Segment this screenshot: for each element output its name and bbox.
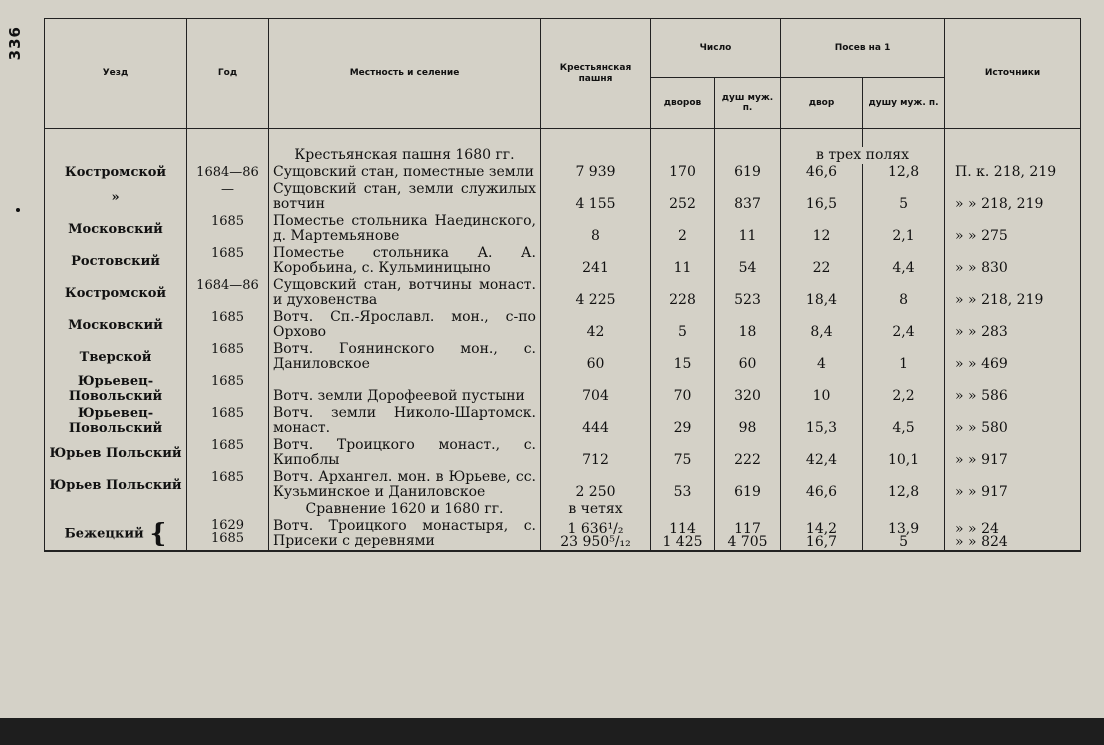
cell-source: » » 283 <box>945 309 1081 341</box>
cell-dush: 619 <box>715 164 781 181</box>
cell-source: П. к. 218, 219 <box>945 164 1081 181</box>
header-chislo: Число <box>651 19 781 78</box>
cell-dushu: 5 <box>899 534 908 550</box>
cell-god: 1685 <box>187 437 269 469</box>
cell-mestnost: Вотч. Троицкого монаст., с. Кипоблы <box>269 437 541 469</box>
cell-dvorov: 75 <box>651 437 715 469</box>
cell-god: 1629 <box>210 518 245 533</box>
table-row <box>45 469 1081 501</box>
cell-god: 1684—86 <box>187 277 269 309</box>
cell-dvorov: 170 <box>651 164 715 181</box>
cell-dvorov: 114 <box>669 521 696 537</box>
cell-dvor: 46,6 <box>781 469 863 501</box>
cell-source: » » 469 <box>945 341 1081 373</box>
cell-dushu: 13,9 <box>887 521 920 537</box>
margin-mark <box>16 208 20 212</box>
cell-god: 1685 <box>187 469 269 501</box>
cell-pashnya: 4 155 <box>541 181 651 213</box>
cell-dushu: 4,5 <box>863 405 945 437</box>
cell-pashnya: 4 225 <box>541 277 651 309</box>
cell-uezd: Московский <box>45 213 187 245</box>
table-row <box>45 405 1081 437</box>
cell-source: » » 580 <box>945 405 1081 437</box>
cell-dush: 60 <box>715 341 781 373</box>
cell-dushu: 10,1 <box>863 437 945 469</box>
cell-mestnost: Вотч. Сп.-Ярославл. мон., с-по Орхово <box>269 309 541 341</box>
cell-dush: 222 <box>715 437 781 469</box>
cell-god: 1685 <box>187 245 269 277</box>
cell-dushu: 12,8 <box>863 469 945 501</box>
cell-dvor: 16,7 <box>805 534 838 550</box>
cell-dvor: 46,6 <box>781 164 863 181</box>
cell-mestnost: Вотч. земли Дорофеевой пустыни <box>269 373 541 405</box>
cell-uezd: Юрьевец-Повольский <box>45 405 187 437</box>
cell-uezd: Бежецкий <box>64 526 144 542</box>
cell-dvorov: 15 <box>651 341 715 373</box>
cell-dush: 619 <box>715 469 781 501</box>
cell-dvorov: 252 <box>651 181 715 213</box>
cell-dushu: 8 <box>863 277 945 309</box>
cell-uezd: Ростовский <box>45 245 187 277</box>
cell-dvor: 22 <box>781 245 863 277</box>
cell-mestnost: Вотч. Троицкого монастыря, с. Присеки с деревнями <box>269 518 541 551</box>
header-pashnya: Крестьянская пашня <box>541 19 651 129</box>
cell-dvorov: 1 425 <box>662 534 703 550</box>
table-row <box>45 245 1081 277</box>
table-row <box>45 437 1081 469</box>
cell-source: » » 830 <box>945 245 1081 277</box>
cell-god: — <box>187 181 269 213</box>
cell-dvorov: 29 <box>651 405 715 437</box>
table-row <box>45 341 1081 373</box>
cell-god: 1685 <box>187 309 269 341</box>
cell-uezd: » <box>45 181 187 213</box>
cell-pashnya: 241 <box>541 245 651 277</box>
cell-god: 1685 <box>187 405 269 437</box>
cell-pashnya: 444 <box>541 405 651 437</box>
cell-dvor: 15,3 <box>781 405 863 437</box>
cell-pashnya: 704 <box>541 373 651 405</box>
cell-dvor: 10 <box>781 373 863 405</box>
section-row <box>45 501 1081 518</box>
header-istochniki: Источники <box>945 19 1081 129</box>
cell-mestnost: Сущовский стан, земли служилых вотчин <box>269 181 541 213</box>
cell-source: » » 586 <box>945 373 1081 405</box>
table-row <box>45 373 1081 405</box>
cell-dvorov: 2 <box>651 213 715 245</box>
cell-mestnost: Сущовский стан, вотчины монаст. и духовенства <box>269 277 541 309</box>
cell-dvor: 14,2 <box>805 521 838 537</box>
cell-source: » » 275 <box>945 213 1081 245</box>
cell-uezd: Костромской <box>45 277 187 309</box>
cell-uezd: Костромской <box>45 164 187 181</box>
cell-dush: 54 <box>715 245 781 277</box>
brace-mark: { <box>149 519 167 549</box>
cell-dush: 98 <box>715 405 781 437</box>
header-dvorov: дворов <box>651 78 715 129</box>
table-body <box>45 129 1081 552</box>
cell-dushu: 2,2 <box>863 373 945 405</box>
cell-source: » » 917 <box>945 437 1081 469</box>
spacer-row <box>45 129 1081 148</box>
cell-dvorov: 53 <box>651 469 715 501</box>
cell-dvor: 12 <box>781 213 863 245</box>
cell-dush: 117 <box>734 521 761 537</box>
header-uezd: Уезд <box>45 19 187 129</box>
table-row <box>45 181 1081 213</box>
cell-dush: 18 <box>715 309 781 341</box>
header-mestnost: Местность и селение <box>269 19 541 129</box>
note-three-fields: в трех полях <box>781 147 945 164</box>
statistics-table <box>44 18 1081 552</box>
cell-dvorov: 5 <box>651 309 715 341</box>
page-number: 336 <box>6 26 24 61</box>
cell-source: » » 824 <box>955 534 1008 550</box>
cell-mestnost: Поместье стольника Наединского, д. Мартемьянове <box>269 213 541 245</box>
section-row <box>45 147 1081 164</box>
cell-uezd: Юрьев Польский <box>45 437 187 469</box>
table-row <box>45 213 1081 245</box>
table-row <box>45 277 1081 309</box>
cell-dushu: 2,1 <box>863 213 945 245</box>
cell-mestnost: Поместье стольника А. А. Коробьина, с. Кульминицыно <box>269 245 541 277</box>
cell-dushu: 5 <box>863 181 945 213</box>
cell-dushu: 4,4 <box>863 245 945 277</box>
table-row <box>45 309 1081 341</box>
table-header <box>45 19 1081 129</box>
cell-pashnya: 23 950⁵/₁₂ <box>560 534 631 550</box>
cell-dvor: 8,4 <box>781 309 863 341</box>
cell-god: 1685 <box>210 531 245 546</box>
cell-dvorov: 228 <box>651 277 715 309</box>
note-chetyah: в четях <box>541 501 651 518</box>
cell-god: 1685 <box>187 341 269 373</box>
cell-source: » » 218, 219 <box>945 181 1081 213</box>
cell-dush: 837 <box>715 181 781 213</box>
cell-pashnya: 60 <box>541 341 651 373</box>
cell-dush: 523 <box>715 277 781 309</box>
cell-mestnost: Вотч. Гоянинского мон., с. Даниловское <box>269 341 541 373</box>
cell-source: » » 917 <box>945 469 1081 501</box>
cell-dushu: 12,8 <box>863 164 945 181</box>
cell-dvor: 16,5 <box>781 181 863 213</box>
cell-dush: 4 705 <box>727 534 768 550</box>
cell-uezd: Московский <box>45 309 187 341</box>
cell-mestnost: Вотч. Архангел. мон. в Юрьеве, сс. Кузьминское и Даниловское <box>269 469 541 501</box>
cell-dush: 320 <box>715 373 781 405</box>
cell-dvor: 4 <box>781 341 863 373</box>
cell-pashnya: 1 636¹/₂ <box>567 521 624 537</box>
cell-dushu: 1 <box>863 341 945 373</box>
cell-pashnya: 2 250 <box>541 469 651 501</box>
cell-god: 1684—86 <box>187 164 269 181</box>
cell-mestnost: Вотч. земли Николо-Шартомск. монаст. <box>269 405 541 437</box>
table-row <box>45 164 1081 181</box>
cell-mestnost: Сущовский стан, поместные земли <box>269 164 541 181</box>
cell-pashnya: 8 <box>541 213 651 245</box>
cell-dvor: 42,4 <box>781 437 863 469</box>
cell-uezd: Юрьевец-Повольский <box>45 373 187 405</box>
cell-uezd: Тверской <box>45 341 187 373</box>
cell-dvor: 18,4 <box>781 277 863 309</box>
cell-dushu: 2,4 <box>863 309 945 341</box>
cell-god: 1685 <box>187 213 269 245</box>
cell-god: 1685 <box>187 373 269 405</box>
section-title-2: Сравнение 1620 и 1680 гг. <box>305 501 504 517</box>
cell-uezd: Юрьев Польский <box>45 469 187 501</box>
header-dvor: двор <box>781 78 863 129</box>
cell-dvorov: 11 <box>651 245 715 277</box>
header-dush: душ муж. п. <box>715 78 781 129</box>
cell-pashnya: 42 <box>541 309 651 341</box>
cell-source: » » 218, 219 <box>945 277 1081 309</box>
header-god: Год <box>187 19 269 129</box>
table-row <box>45 518 1081 551</box>
cell-pashnya: 7 939 <box>541 164 651 181</box>
cell-dvorov: 70 <box>651 373 715 405</box>
section-title-1: Крестьянская пашня 1680 гг. <box>294 147 515 163</box>
header-dushu: душу муж. п. <box>863 78 945 129</box>
header-posev: Посев на 1 <box>781 19 945 78</box>
cell-source: » » 24 <box>955 521 999 537</box>
cell-dush: 11 <box>715 213 781 245</box>
cell-pashnya: 712 <box>541 437 651 469</box>
scan-edge <box>0 718 1104 745</box>
